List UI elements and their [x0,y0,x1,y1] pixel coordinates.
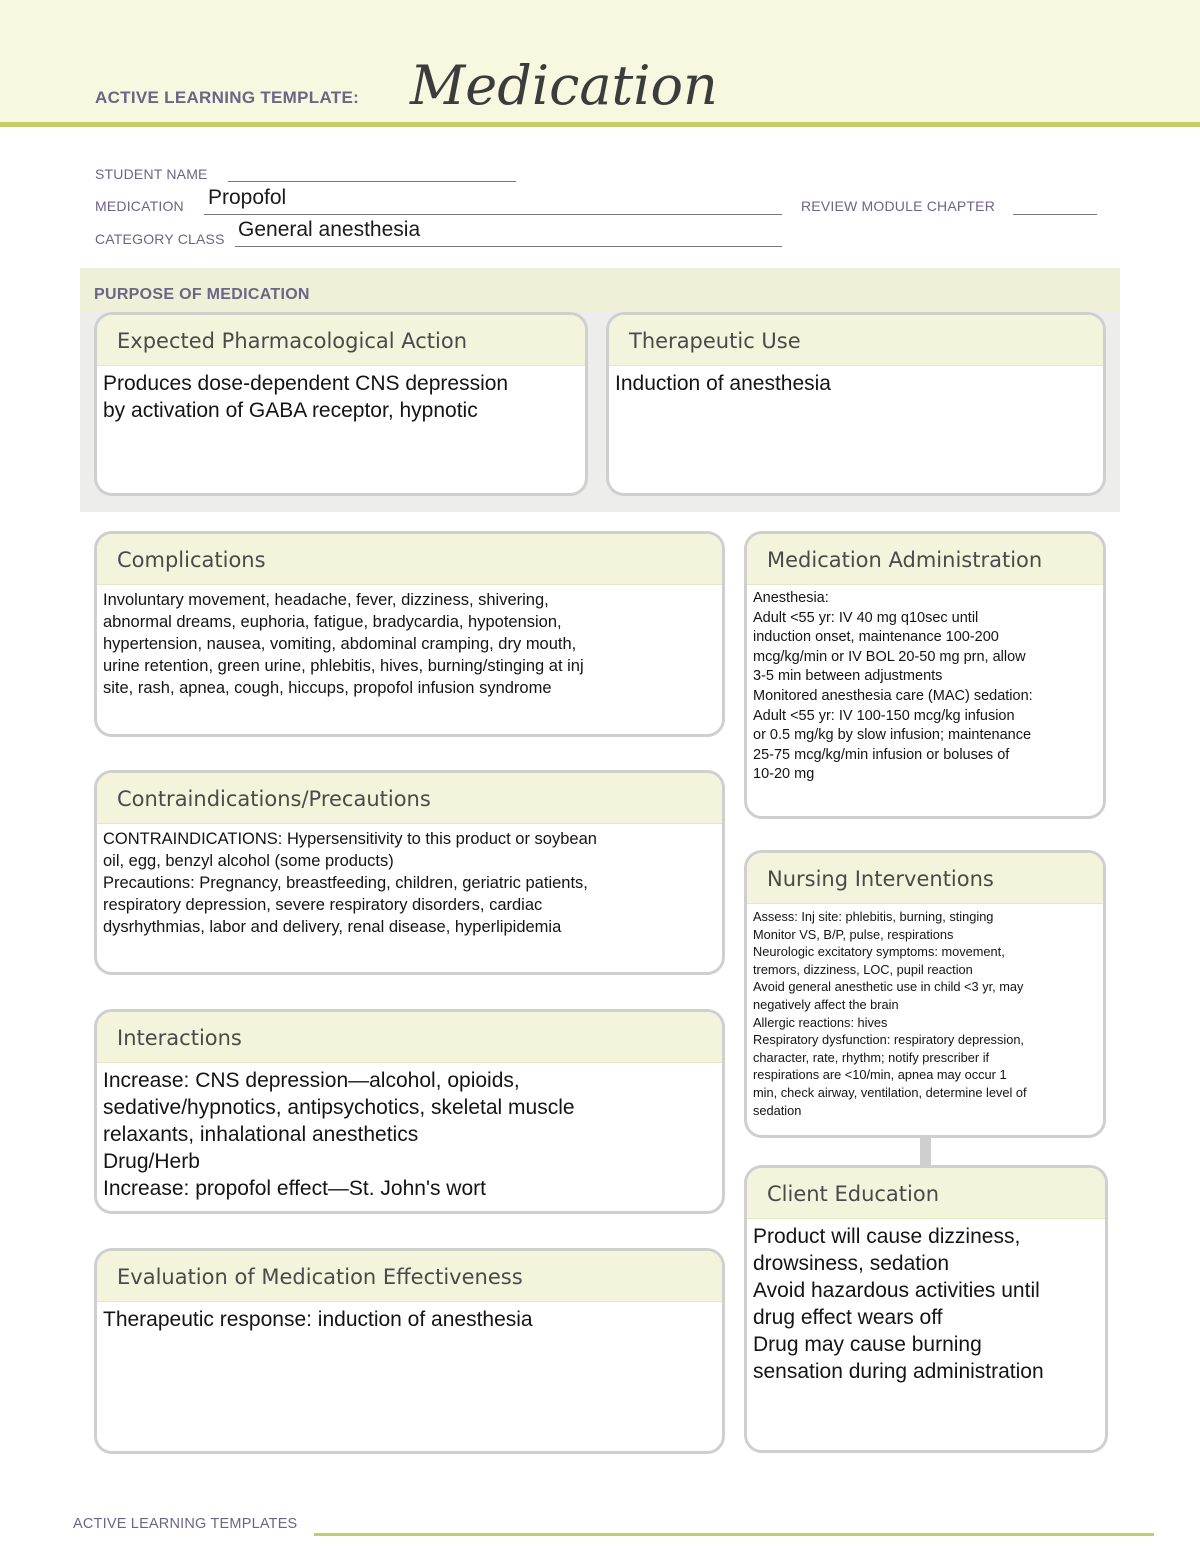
client-education-title: Client Education [767,1182,940,1206]
client-education-box [744,1165,1108,1453]
evaluation-header [97,1251,722,1302]
interactions-text[interactable]: Increase: CNS depression—alcohol, opioids, sedative/hypnotics, antipsychotics, skeletal muscle relaxants, inhalational anesthetics Drug/Herb Increase: propofol effect—St. John's wort [103,1069,575,1200]
administration-box [744,531,1106,819]
therapeutic-use-text[interactable]: Induction of anesthesia [615,372,831,395]
nursing-interventions-text[interactable]: Assess: Inj site: phlebitis, burning, stinging Monitor VS, B/P, pulse, respirations Neurologic excitatory symptoms: movement, tremors, dizziness, LOC, pupil reaction Avoid general anesthetic use in child <3 yr, may negatively affect the brain Allergic reactions: hives Respiratory dysfunction: respiratory depression, character, rate, rhythm; notify prescriber if respirations are <10/min, apnea may occur 1 min, check airway, ventilation, determine level of sedation [753,909,1027,1118]
complications-title: Complications [117,548,266,572]
expected-action-box [94,312,588,496]
contraindications-header [97,773,722,824]
interactions-box [94,1009,725,1214]
footer-label: ACTIVE LEARNING TEMPLATES [73,1516,298,1532]
expected-action-title: Expected Pharmacological Action [117,329,468,353]
administration-header [747,534,1103,585]
administration-text[interactable]: Anesthesia: Adult <55 yr: IV 40 mg q10sec until induction onset, maintenance 100-200 mcg/kg/min or IV BOL 20-50 mg prn, allow 3-5 min between adjustments Monitored anesthesia care (MAC) sedation: Adult <55 yr: IV 100-150 mcg/kg infusion or 0.5 mg/kg by slow infusion; maintenance 25-75 mcg/kg/min infusion or boluses of 10-20 mg [753,590,1033,783]
client-education-text[interactable]: Product will cause dizziness, drowsiness, sedation Avoid hazardous activities until drug effect wears off Drug may cause burning sensation during administration [753,1225,1044,1383]
evaluation-text[interactable]: Therapeutic response: induction of anesthesia [103,1308,533,1331]
medication-label: MEDICATION [95,198,184,214]
interactions-title: Interactions [117,1026,242,1050]
complications-header [97,534,722,585]
category-class-field[interactable]: General anesthesia [238,218,421,241]
evaluation-box [94,1248,725,1454]
nursing-interventions-header [747,853,1103,904]
contraindications-title: Contraindications/Precautions [117,787,431,811]
client-education-header [747,1168,1105,1219]
evaluation-title: Evaluation of Medication Effectiveness [117,1265,523,1289]
complications-box [94,531,725,737]
therapeutic-use-box [606,312,1106,496]
purpose-label: PURPOSE OF MEDICATION [94,286,310,303]
medication-field[interactable]: Propofol [208,186,287,209]
box-connector [920,1136,931,1166]
review-module-line [1013,214,1097,215]
nursing-interventions-box [744,850,1106,1138]
footer-rule [314,1533,1154,1536]
student-name-line [228,181,516,182]
header-rule [0,122,1200,127]
expected-action-header [97,315,585,366]
therapeutic-use-title: Therapeutic Use [629,329,801,353]
complications-text[interactable]: Involuntary movement, headache, fever, dizziness, shivering, abnormal dreams, euphoria, fatigue, bradycardia, hypotension, hypertension, nausea, vomiting, abdominal cramping, dry mouth, urine retention, green urine, phlebitis, hives, burning/stinging at inj site, rash, apnea, cough, hiccups, propofol infusion syndrome [103,591,584,697]
category-class-line [235,246,782,247]
template-label: ACTIVE LEARNING TEMPLATE: [95,88,360,107]
expected-action-text[interactable]: Produces dose-dependent CNS depression by activation of GABA receptor, hypnotic [103,372,509,422]
student-name-label: STUDENT NAME [95,166,208,182]
therapeutic-use-header [609,315,1103,366]
nursing-interventions-title: Nursing Interventions [767,867,994,891]
contraindications-text[interactable]: CONTRAINDICATIONS: Hypersensitivity to this product or soybean oil, egg, benzyl alcohol (some products) Precautions: Pregnancy, breastfeeding, children, geriatric patients, respiratory depression, severe respiratory disorders, cardiac dysrhythmias, labor and delivery, renal disease, hyperlipidemia [103,830,597,936]
medication-line [204,214,782,215]
administration-title: Medication Administration [767,548,1043,572]
contraindications-box [94,770,725,975]
page-title: Medication [410,54,718,117]
category-class-label: CATEGORY CLASS [95,231,225,247]
interactions-header [97,1012,722,1063]
review-module-label: REVIEW MODULE CHAPTER [801,198,995,214]
